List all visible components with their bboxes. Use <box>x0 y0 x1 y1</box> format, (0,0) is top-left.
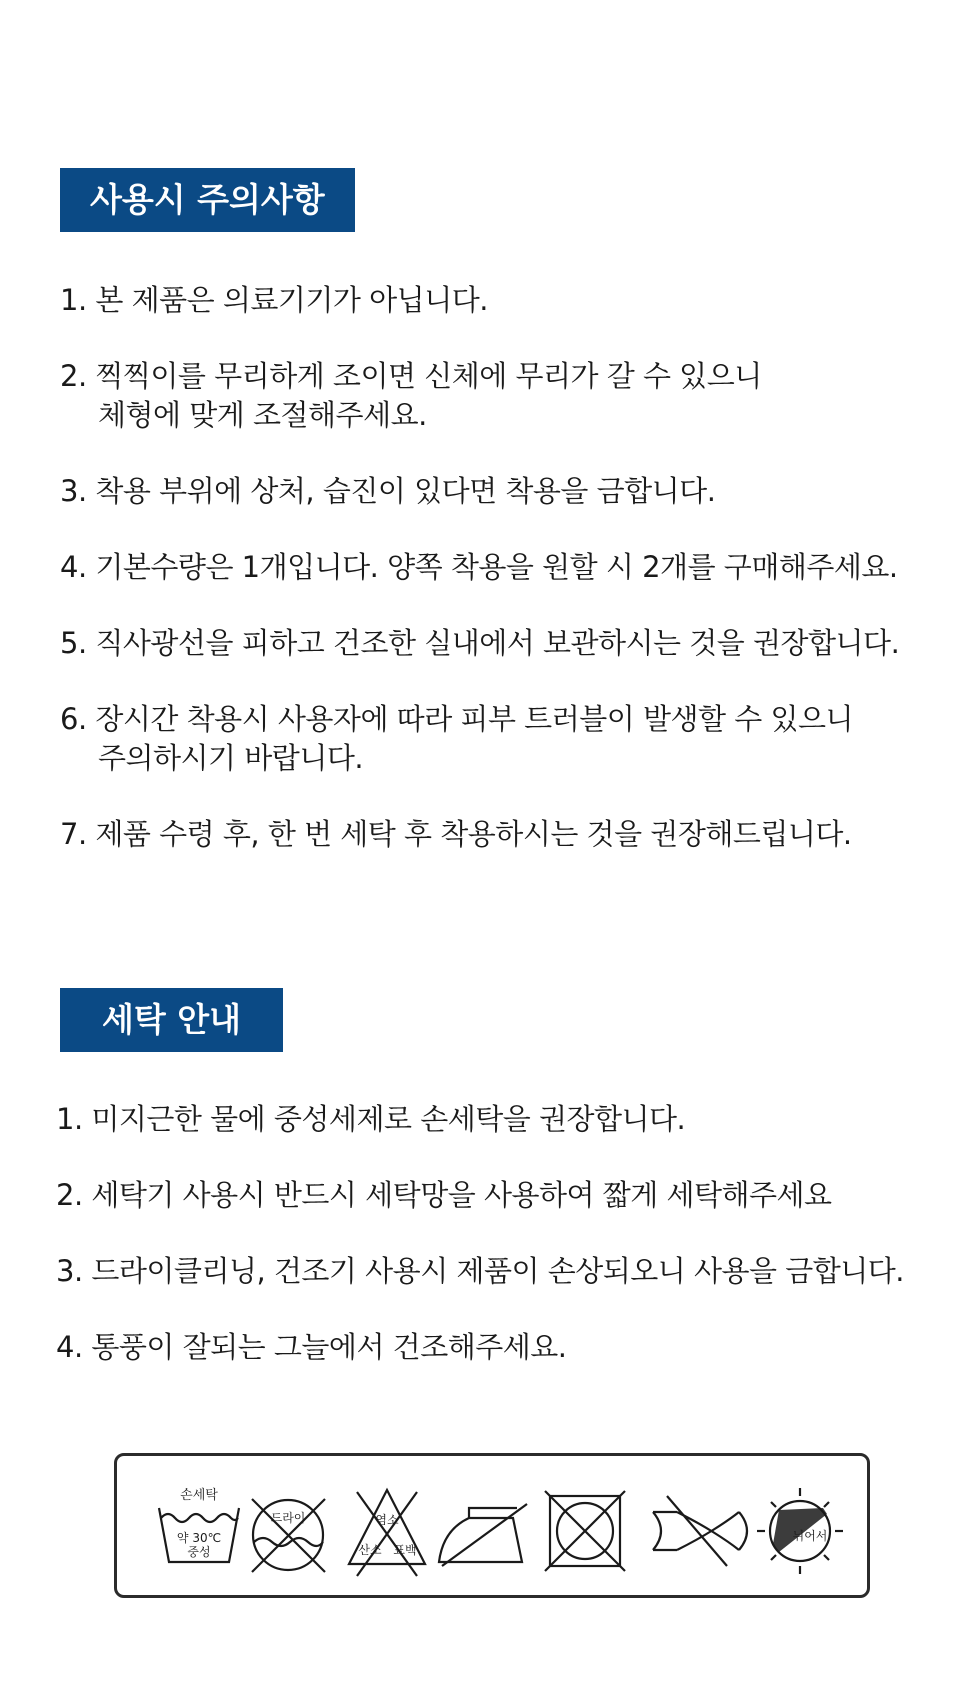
no-tumble-dry-icon <box>545 1491 625 1571</box>
washing-item: 1. 미지근한 물에 중성세제로 손세탁을 권장합니다. <box>56 1102 686 1136</box>
svg-text:약 30℃: 약 30℃ <box>176 1531 222 1545</box>
caution-item: 6. 장시간 착용시 사용자에 따라 피부 트러블이 발생할 수 있으니 <box>60 702 853 736</box>
caution-item-continued: 주의하시기 바랍니다. <box>98 741 364 775</box>
hand-wash-icon <box>159 1487 239 1562</box>
washing-item: 4. 통풍이 잘되는 그늘에서 건조해주세요. <box>56 1330 567 1364</box>
caution-item: 4. 기본수량은 1개입니다. 양쪽 착용을 원할 시 2개를 구매해주세요. <box>60 550 898 584</box>
no-wring-icon <box>653 1496 747 1566</box>
svg-text:손세탁: 손세탁 <box>180 1488 218 1503</box>
washing-list <box>56 1100 904 1367</box>
no-dry-clean-icon <box>252 1499 325 1572</box>
washing-item: 2. 세탁기 사용시 반드시 세탁망을 사용하여 짧게 세탁해주세요 <box>56 1178 832 1212</box>
no-sun-dry-icon <box>757 1488 843 1574</box>
caution-item: 7. 제품 수령 후, 한 번 세탁 후 착용하시는 것을 권장해드립니다. <box>60 817 852 851</box>
svg-text:드라이: 드라이 <box>270 1511 306 1525</box>
washing-item: 3. 드라이클리닝, 건조기 사용시 제품이 손상되오니 사용을 금합니다. <box>56 1254 905 1288</box>
washing-section-title: 세탁 안내 <box>60 988 283 1052</box>
no-iron-icon <box>439 1504 527 1566</box>
no-bleach-icon <box>349 1490 425 1576</box>
caution-list <box>60 281 899 854</box>
svg-text:표백: 표백 <box>393 1543 417 1557</box>
caution-item: 5. 직사광선을 피하고 건조한 실내에서 보관하시는 것을 권장합니다. <box>60 626 900 660</box>
svg-text:산소: 산소 <box>358 1543 382 1557</box>
svg-text:중성: 중성 <box>187 1545 211 1559</box>
caution-item: 2. 찍찍이를 무리하게 조이면 신체에 무리가 갈 수 있으니 <box>60 359 762 393</box>
caution-section-title: 사용시 주의사항 <box>60 168 355 232</box>
caution-item-continued: 체형에 맞게 조절해주세요. <box>98 398 427 432</box>
svg-text:뉘어서: 뉘어서 <box>792 1529 828 1543</box>
caution-item: 3. 착용 부위에 상처, 습진이 있다면 착용을 금합니다. <box>60 474 716 508</box>
care-symbols-panel <box>114 1453 870 1598</box>
caution-item: 1. 본 제품은 의료기기가 아닙니다. <box>60 283 488 317</box>
svg-text:염소: 염소 <box>375 1513 399 1527</box>
